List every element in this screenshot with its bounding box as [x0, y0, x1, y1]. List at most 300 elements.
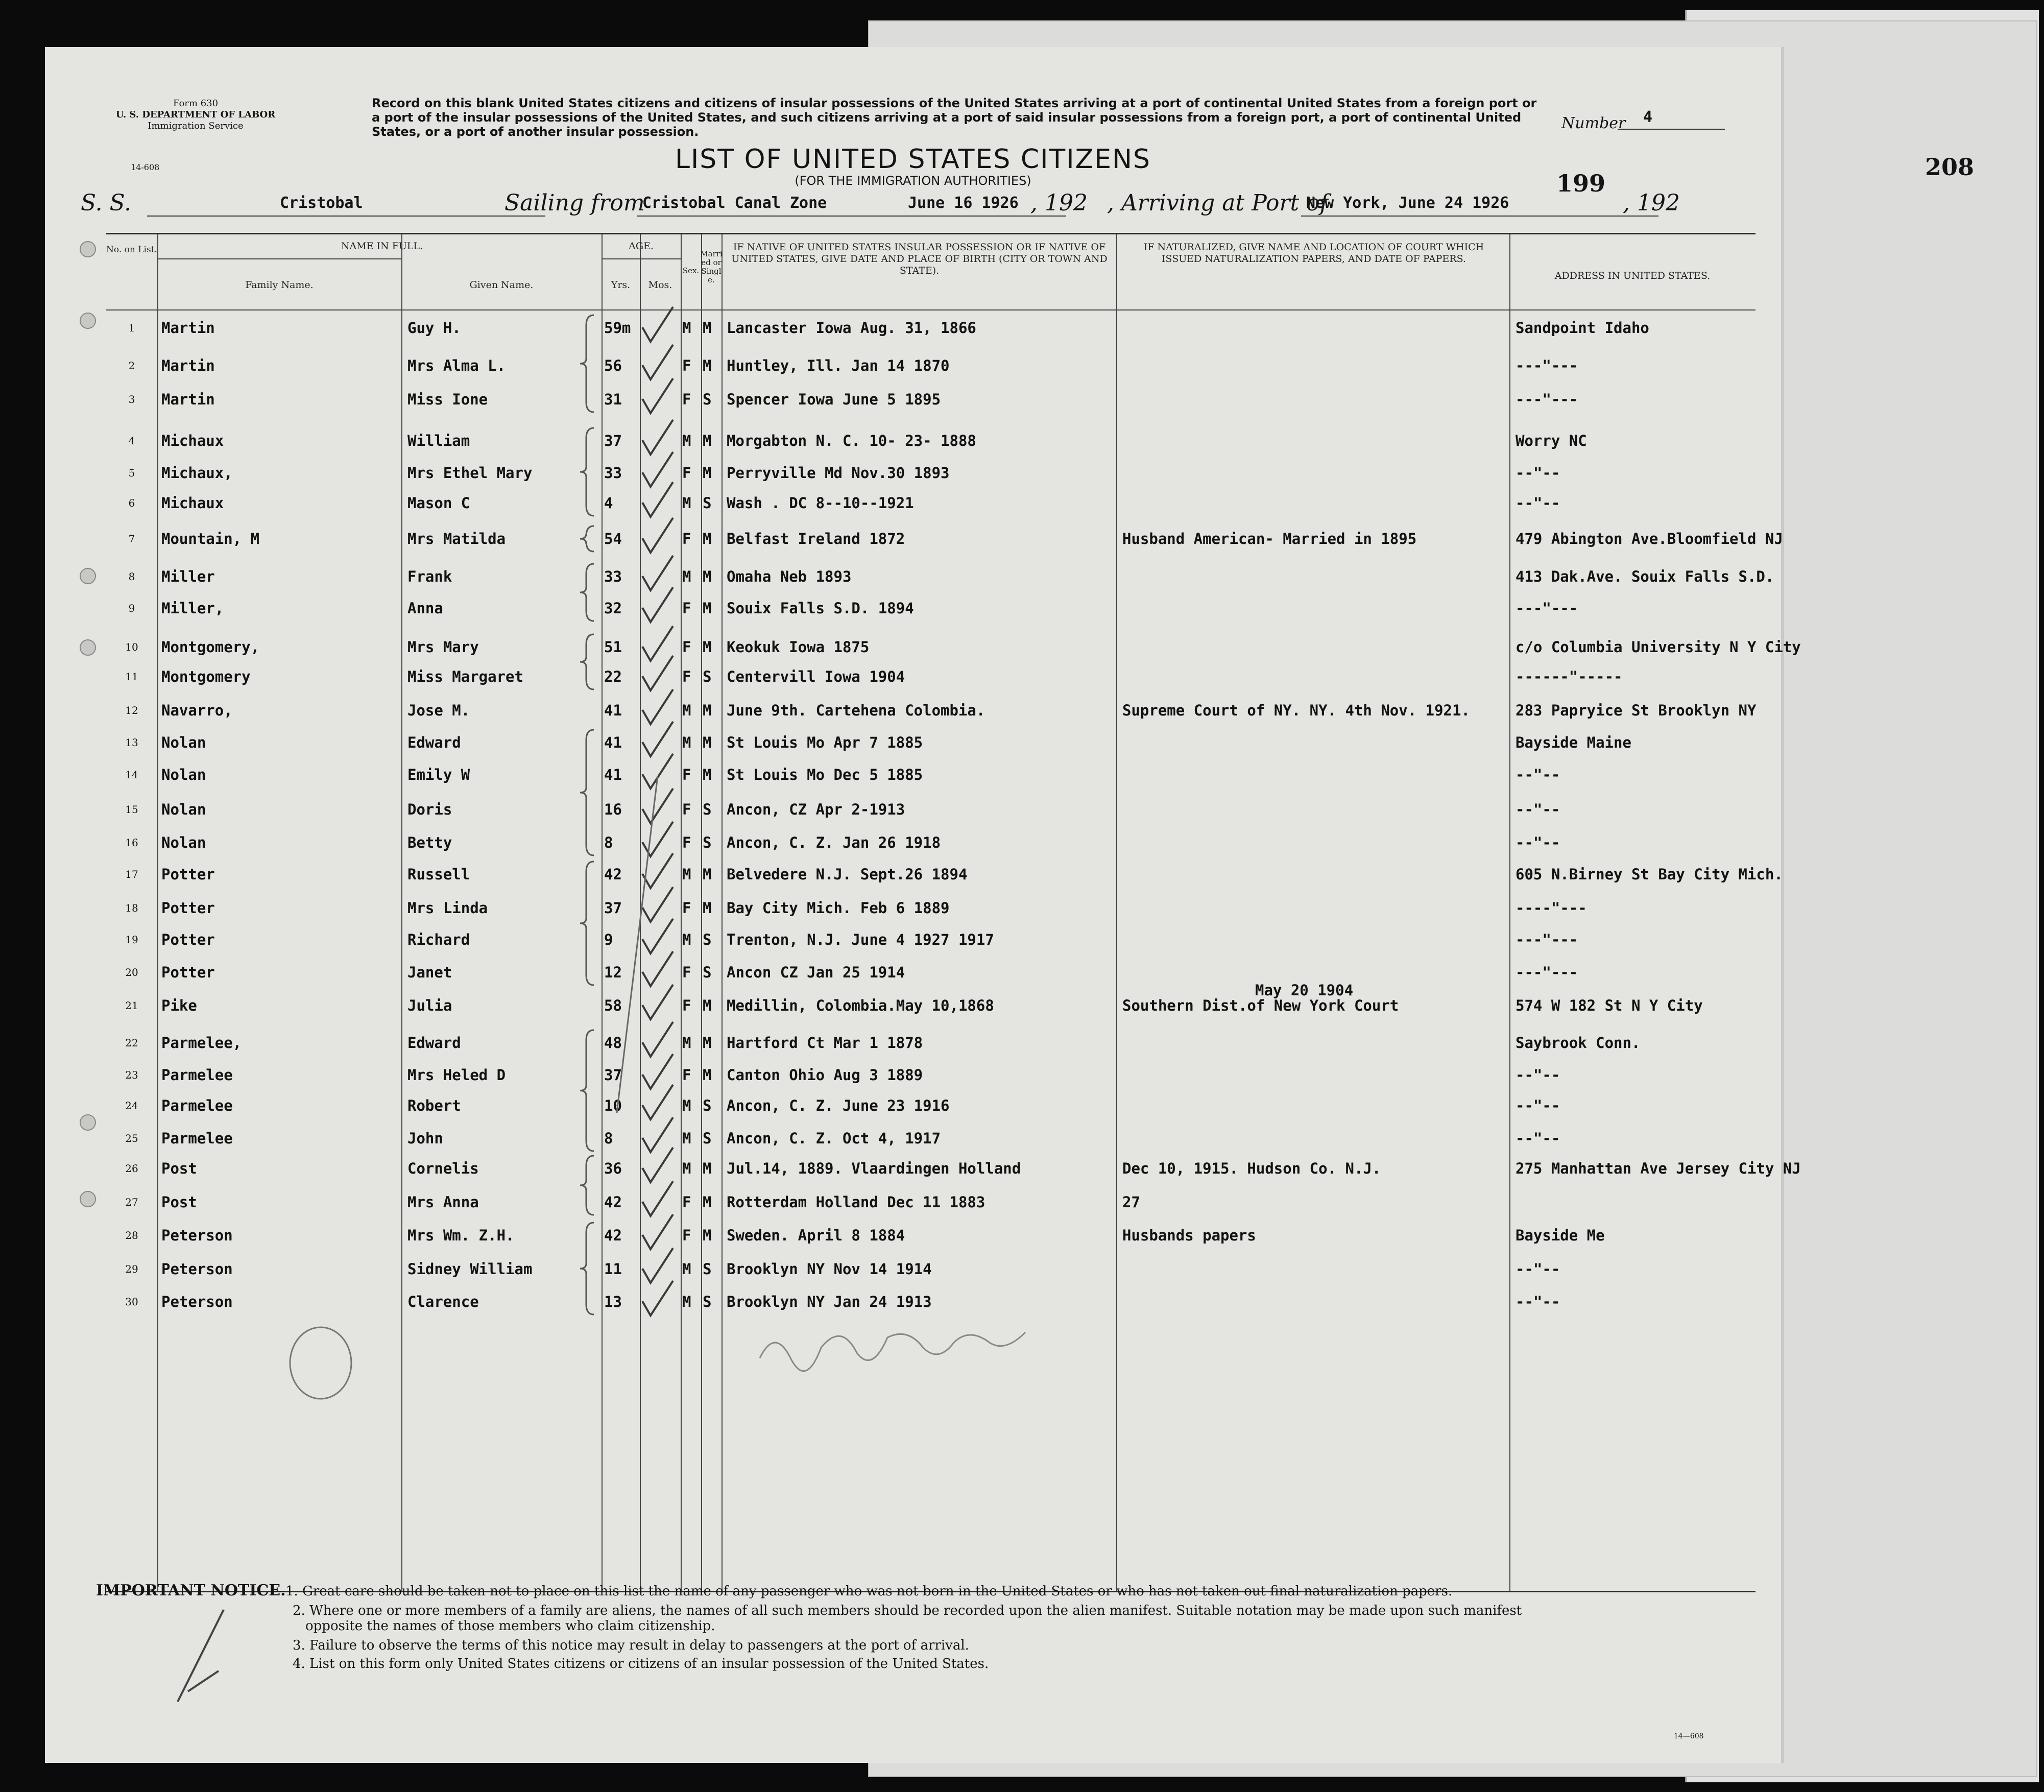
family-name: Peterson: [161, 1293, 233, 1310]
check-mark: [642, 754, 673, 789]
bracket-mark: [580, 315, 594, 412]
address: Bayside Me: [1516, 1227, 1605, 1244]
given-name: Mrs Mary: [407, 638, 479, 656]
check-mark: [642, 1148, 673, 1182]
sex: F: [682, 464, 691, 482]
birth-info: Medillin, Colombia.May 10,1868: [727, 997, 994, 1014]
notice-heading: IMPORTANT NOTICE.: [96, 1582, 286, 1599]
address: 479 Abington Ave.Bloomfield NJ: [1516, 530, 1783, 547]
bracket-mark: [580, 1223, 594, 1315]
marital-status: M: [703, 357, 712, 374]
address: --"--: [1516, 1293, 1560, 1310]
age-years: 8: [604, 834, 613, 851]
check-mark: [642, 689, 673, 724]
birth-info: St Louis Mo Apr 7 1885: [727, 734, 923, 751]
address: --"--: [1516, 464, 1560, 482]
sex: F: [682, 1227, 691, 1244]
given-name: Emily W: [407, 766, 470, 783]
arriving-label: , Arriving at Port of: [1107, 190, 1328, 216]
birth-info: Sweden. April 8 1884: [727, 1227, 905, 1244]
row-number: 30: [125, 1296, 138, 1308]
department-name: U. S. DEPARTMENT OF LABOR: [115, 109, 276, 120]
given-name: Doris: [407, 801, 452, 818]
marital-status: M: [703, 1066, 712, 1084]
arriving-underline: [1301, 216, 1658, 217]
page-subtitle: (FOR THE IMMIGRATION AUTHORITIES): [795, 174, 1031, 188]
address: ---"---: [1516, 391, 1578, 408]
naturalization-info: Southern Dist.of New York Court: [1122, 997, 1399, 1014]
age-years: 13: [604, 1293, 622, 1310]
row-number: 10: [125, 641, 138, 653]
row-number: 14: [125, 769, 138, 781]
age-years: 56: [604, 357, 622, 374]
given-name: Edward: [407, 1034, 461, 1052]
birth-info: St Louis Mo Dec 5 1885: [727, 766, 923, 783]
handwritten-marks: [106, 234, 1801, 1591]
sex: M: [682, 702, 691, 719]
check-mark: [642, 420, 673, 455]
bracket-mark: [580, 730, 594, 855]
row-number: 26: [125, 1162, 138, 1175]
row-number: 21: [125, 999, 138, 1012]
family-name: Parmelee: [161, 1097, 233, 1114]
sex: M: [682, 1130, 691, 1147]
age-years: 41: [604, 702, 622, 719]
row-number: 15: [125, 803, 138, 816]
check-mark: [642, 656, 673, 690]
sex: F: [682, 834, 691, 851]
sex: M: [682, 494, 691, 512]
notice-item-1: —1. Great care should be taken not to place on this list the name of any passenger who was not born in the United States or who has not taken out final naturalization papers.: [272, 1584, 1453, 1599]
address: 283 Papryice St Brooklyn NY: [1516, 702, 1757, 719]
row-number: 19: [125, 934, 138, 946]
address: --"--: [1516, 494, 1560, 512]
age-years: 37: [604, 1066, 622, 1084]
birth-info: Spencer Iowa June 5 1895: [727, 391, 941, 408]
family-name: Peterson: [161, 1227, 233, 1244]
address: ----"---: [1516, 899, 1587, 917]
age-years: 10: [604, 1097, 622, 1114]
birth-info: Souix Falls S.D. 1894: [727, 600, 914, 617]
naturalization-info: Husbands papers: [1122, 1227, 1256, 1244]
sex: M: [682, 1097, 691, 1114]
footer-code: 14—608: [1674, 1732, 1704, 1740]
row-number: 5: [128, 467, 135, 479]
punch-hole: [80, 639, 96, 656]
punch-hole: [80, 313, 96, 329]
family-name: Nolan: [161, 801, 206, 818]
check-mark: [642, 1214, 673, 1249]
form-number: Form 630: [173, 98, 219, 109]
row-number: 12: [125, 704, 138, 716]
notice-item-2: 2. Where one or more members of a family are aliens, the names of all such members should be recorded upon the alien manifest. Suitable notation may be made upon such manifest: [293, 1603, 1522, 1618]
marital-status: S: [703, 494, 712, 512]
bracket-mark: [580, 564, 594, 621]
age-years: 12: [604, 964, 622, 981]
family-name: Potter: [161, 931, 215, 948]
given-name: William: [407, 432, 470, 449]
sex: F: [682, 766, 691, 783]
check-mark: [642, 887, 673, 922]
age-years: 9: [604, 931, 613, 948]
check-mark: [642, 1085, 673, 1119]
bracket-mark: [580, 634, 594, 689]
given-name: Miss Ione: [407, 391, 488, 408]
check-mark: [642, 587, 673, 622]
row-number: 7: [128, 533, 135, 545]
passenger-table: [106, 233, 1801, 1592]
address: --"--: [1516, 1130, 1560, 1147]
given-name: Mrs Anna: [407, 1193, 479, 1211]
sex: M: [682, 568, 691, 585]
row-number: 16: [125, 837, 138, 849]
sex: F: [682, 899, 691, 917]
row-number: 11: [125, 671, 138, 683]
check-mark: [642, 1181, 673, 1216]
row-number: 24: [125, 1100, 138, 1112]
age-years: 33: [604, 464, 622, 482]
circled-annotation: [290, 1327, 351, 1399]
birth-info: Lancaster Iowa Aug. 31, 1866: [727, 319, 976, 337]
col-name-in-full: NAME IN FULL.: [341, 241, 423, 252]
service-name: Immigration Service: [148, 121, 244, 131]
marital-status: S: [703, 391, 712, 408]
pencil-stroke: [617, 776, 658, 1113]
address: ---"---: [1516, 357, 1578, 374]
family-name: Nolan: [161, 734, 206, 751]
address: 605 N.Birney St Bay City Mich.: [1516, 866, 1783, 883]
punch-hole: [80, 568, 96, 584]
year-suffix-2: , 192: [1623, 190, 1680, 216]
birth-info: Ancon, C. Z. Jan 26 1918: [727, 834, 941, 851]
marital-status: M: [703, 866, 712, 883]
check-mark: [642, 452, 673, 487]
address: --"--: [1516, 801, 1560, 818]
birth-info: Ancon, C. Z. June 23 1916: [727, 1097, 950, 1114]
check-mark: [642, 378, 673, 413]
form-info: [111, 98, 280, 132]
row-number: 8: [128, 570, 135, 583]
row-number: 23: [125, 1069, 138, 1081]
sex: M: [682, 1260, 691, 1278]
marital-status: M: [703, 568, 712, 585]
given-name: Mrs Wm. Z.H.: [407, 1227, 515, 1244]
row-number: 13: [125, 736, 138, 749]
sex: F: [682, 530, 691, 547]
sex: M: [682, 931, 691, 948]
birth-info: Brooklyn NY Nov 14 1914: [727, 1260, 932, 1278]
notice-item-3: 3. Failure to observe the terms of this notice may result in delay to passengers at the port of arrival.: [293, 1638, 969, 1653]
naturalization-info: 27: [1122, 1193, 1140, 1211]
row-number: 18: [125, 902, 138, 914]
family-name: Montgomery,: [161, 638, 260, 656]
col-birth: IF NATIVE OF UNITED STATES INSULAR POSSESSION OR IF NATIVE OF UNITED STATES, GIVE DATE AND PLACE OF BIRTH (CITY OR TOWN AND STATE).: [731, 242, 1108, 276]
family-name: Michaux: [161, 494, 224, 512]
col-naturalized: IF NATURALIZED, GIVE NAME AND LOCATION OF COURT WHICH ISSUED NATURALIZATION PAPERS, AND DATE OF PAPERS.: [1143, 242, 1484, 265]
age-years: 32: [604, 600, 622, 617]
birth-info: Ancon, C. Z. Oct 4, 1917: [727, 1130, 941, 1147]
number-value: 4: [1643, 108, 1653, 126]
birth-info: Ancon CZ Jan 25 1914: [727, 964, 905, 981]
marital-status: M: [703, 319, 712, 337]
birth-info: Hartford Ct Mar 1 1878: [727, 1034, 923, 1052]
family-name: Potter: [161, 866, 215, 883]
given-name: Mrs Heled D: [407, 1066, 506, 1084]
family-name: Miller,: [161, 600, 224, 617]
family-name: Martin: [161, 357, 215, 374]
check-mark: [642, 951, 673, 986]
sex: M: [682, 432, 691, 449]
row-number: 2: [128, 360, 135, 372]
address: Worry NC: [1516, 432, 1587, 449]
birth-info: Centervill Iowa 1904: [727, 668, 905, 685]
address: --"--: [1516, 834, 1560, 851]
bracket-mark: [580, 1156, 594, 1215]
birth-info: Wash . DC 8--10--1921: [727, 494, 914, 512]
notice-item-4: 4. List on this form only United States citizens or citizens of an insular possession of the United States.: [293, 1656, 989, 1671]
sex: F: [682, 997, 691, 1014]
birth-info: Jul.14, 1889. Vlaardingen Holland: [727, 1160, 1021, 1177]
notice-item-2-cont: opposite the names of those members who claim citizenship.: [305, 1618, 715, 1634]
naturalization-info: Dec 10, 1915. Hudson Co. N.J.: [1122, 1160, 1381, 1177]
address: ---"---: [1516, 931, 1578, 948]
marital-status: S: [703, 1293, 712, 1310]
birth-info: Morgabton N. C. 10- 23- 1888: [727, 432, 976, 449]
given-name: Edward: [407, 734, 461, 751]
marital-status: S: [703, 801, 712, 818]
naturalization-date: May 20 1904: [1255, 982, 1354, 999]
arriving-value: New York, June 24 1926: [1306, 194, 1509, 212]
marital-status: S: [703, 964, 712, 981]
family-name: Nolan: [161, 766, 206, 783]
birth-info: June 9th. Cartehena Colombia.: [727, 702, 985, 719]
given-name: Betty: [407, 834, 452, 851]
birth-info: Ancon, CZ Apr 2-1913: [727, 801, 905, 818]
col-age-mos: Mos.: [648, 279, 672, 291]
check-mark: [642, 722, 673, 756]
given-name: Anna: [407, 600, 443, 617]
row-number: 17: [125, 868, 138, 880]
manifest-page: [45, 47, 1801, 1763]
address: ---"---: [1516, 964, 1578, 981]
marital-status: M: [703, 432, 712, 449]
sex: M: [682, 1034, 691, 1052]
naturalization-info: Husband American- Married in 1895: [1122, 530, 1417, 547]
page-number: 199: [1556, 170, 1606, 197]
birth-info: Belfast Ireland 1872: [727, 530, 905, 547]
marital-status: M: [703, 464, 712, 482]
age-years: 42: [604, 1193, 622, 1211]
marital-status: M: [703, 1034, 712, 1052]
check-mark: [642, 626, 673, 661]
age-years: 16: [604, 801, 622, 818]
row-number: 27: [125, 1196, 138, 1208]
family-name: Post: [161, 1160, 197, 1177]
bracket-mark: [580, 862, 594, 985]
birth-info: Keokuk Iowa 1875: [727, 638, 870, 656]
sailing-underline: [637, 216, 1066, 217]
given-name: Miss Margaret: [407, 668, 523, 685]
number-underline: [1618, 129, 1725, 130]
family-name: Mountain, M: [161, 530, 260, 547]
age-years: 37: [604, 432, 622, 449]
col-given-name: Given Name.: [469, 279, 534, 291]
given-name: Mrs Ethel Mary: [407, 464, 533, 482]
family-name: Nolan: [161, 834, 206, 851]
sex: F: [682, 600, 691, 617]
given-name: Jose M.: [407, 702, 470, 719]
marital-status: M: [703, 600, 712, 617]
birth-info: Omaha Neb 1893: [727, 568, 852, 585]
ss-label: S. S.: [81, 190, 132, 216]
given-name: Guy H.: [407, 319, 461, 337]
family-name: Parmelee: [161, 1066, 233, 1084]
marital-status: S: [703, 1130, 712, 1147]
marital-status: S: [703, 931, 712, 948]
given-name: Sidney William: [407, 1260, 533, 1278]
family-name: Potter: [161, 964, 215, 981]
family-name: Peterson: [161, 1260, 233, 1278]
check-mark: [642, 1281, 673, 1316]
sex: F: [682, 668, 691, 685]
marital-status: S: [703, 1260, 712, 1278]
age-years: 41: [604, 766, 622, 783]
given-name: Janet: [407, 964, 452, 981]
family-name: Montgomery: [161, 668, 251, 685]
number-label: Number: [1561, 114, 1626, 132]
address: --"--: [1516, 1260, 1560, 1278]
sex: M: [682, 1160, 691, 1177]
age-years: 41: [604, 734, 622, 751]
marital-status: M: [703, 1160, 712, 1177]
row-number: 20: [125, 966, 138, 978]
age-years: 51: [604, 638, 622, 656]
punch-hole: [80, 1114, 96, 1131]
row-number: 6: [128, 497, 135, 509]
row-number: 29: [125, 1263, 138, 1275]
sailing-from-label: Sailing from: [504, 190, 645, 216]
sailing-from-value: Cristobal Canal Zone: [642, 194, 827, 212]
given-name: Clarence: [407, 1293, 479, 1310]
age-years: 42: [604, 866, 622, 883]
given-name: Mason C: [407, 494, 470, 512]
given-name: Russell: [407, 866, 470, 883]
address: ------"-----: [1516, 668, 1623, 685]
birth-info: Bay City Mich. Feb 6 1889: [727, 899, 950, 917]
check-mark: [642, 518, 673, 553]
sex: F: [682, 357, 691, 374]
given-name: Robert: [407, 1097, 461, 1114]
given-name: Mrs Matilda: [407, 530, 506, 547]
birth-info: Canton Ohio Aug 3 1889: [727, 1066, 923, 1084]
col-no: No. on List.: [106, 245, 157, 255]
family-name: Parmelee: [161, 1130, 233, 1147]
punch-hole: [80, 241, 96, 257]
handwritten-check-mark: [147, 1589, 351, 1742]
bracket-mark: [580, 428, 594, 516]
address: Sandpoint Idaho: [1516, 319, 1649, 337]
sex: F: [682, 964, 691, 981]
birth-info: Huntley, Ill. Jan 14 1870: [727, 357, 950, 374]
sex: F: [682, 801, 691, 818]
check-mark: [642, 919, 673, 953]
age-years: 54: [604, 530, 622, 547]
birth-info: Perryville Md Nov.30 1893: [727, 464, 950, 482]
age-years: 36: [604, 1160, 622, 1177]
given-name: Julia: [407, 997, 452, 1014]
sex: M: [682, 1293, 691, 1310]
address: --"--: [1516, 1097, 1560, 1114]
address: 413 Dak.Ave. Souix Falls S.D.: [1516, 568, 1774, 585]
check-mark: [642, 1054, 673, 1089]
given-name: Mrs Linda: [407, 899, 488, 917]
row-number: 3: [128, 393, 135, 405]
age-years: 58: [604, 997, 622, 1014]
sex: M: [682, 319, 691, 337]
bracket-mark: [580, 1030, 594, 1151]
marital-status: M: [703, 702, 712, 719]
marital-status: M: [703, 530, 712, 547]
col-family-name: Family Name.: [245, 279, 314, 291]
col-age: AGE.: [629, 241, 654, 252]
address: --"--: [1516, 1066, 1560, 1084]
address: --"--: [1516, 766, 1560, 783]
age-years: 22: [604, 668, 622, 685]
marital-status: M: [703, 899, 712, 917]
age-years: 4: [604, 494, 613, 512]
age-years: 48: [604, 1034, 622, 1052]
family-name: Potter: [161, 899, 215, 917]
form-code: 14-608: [131, 162, 160, 172]
year-suffix-1: , 192: [1030, 190, 1088, 216]
family-name: Martin: [161, 319, 215, 337]
family-name: Post: [161, 1193, 197, 1211]
family-name: Parmelee,: [161, 1034, 242, 1052]
col-address: ADDRESS IN UNITED STATES.: [1554, 270, 1711, 281]
check-mark: [642, 1022, 673, 1057]
sex: F: [682, 1193, 691, 1211]
sex: M: [682, 866, 691, 883]
marital-status: M: [703, 997, 712, 1014]
age-years: 42: [604, 1227, 622, 1244]
row-number: 22: [125, 1037, 138, 1049]
page-title: LIST OF UNITED STATES CITIZENS: [675, 144, 1151, 175]
address: Saybrook Conn.: [1516, 1034, 1641, 1052]
marital-status: M: [703, 1193, 712, 1211]
sex: F: [682, 1066, 691, 1084]
address: 574 W 182 St N Y City: [1516, 997, 1703, 1014]
check-mark: [642, 1117, 673, 1152]
family-name: Pike: [161, 997, 197, 1014]
check-mark: [642, 345, 673, 379]
marital-status: M: [703, 734, 712, 751]
family-name: Martin: [161, 391, 215, 408]
side-page-number: 208: [1925, 153, 1975, 181]
marital-status: M: [703, 1227, 712, 1244]
age-years: 37: [604, 899, 622, 917]
row-number: 1: [128, 322, 135, 334]
sailing-date: June 16 1926: [908, 194, 1019, 212]
age-years: 31: [604, 391, 622, 408]
row-number: 25: [125, 1132, 138, 1144]
birth-info: Rotterdam Holland Dec 11 1883: [727, 1193, 985, 1211]
ship-name: Cristobal: [280, 194, 363, 212]
family-name: Michaux: [161, 432, 224, 449]
col-sex: Sex.: [682, 266, 700, 275]
check-mark: [642, 482, 673, 517]
given-name: Cornelis: [407, 1160, 479, 1177]
marital-status: M: [703, 638, 712, 656]
